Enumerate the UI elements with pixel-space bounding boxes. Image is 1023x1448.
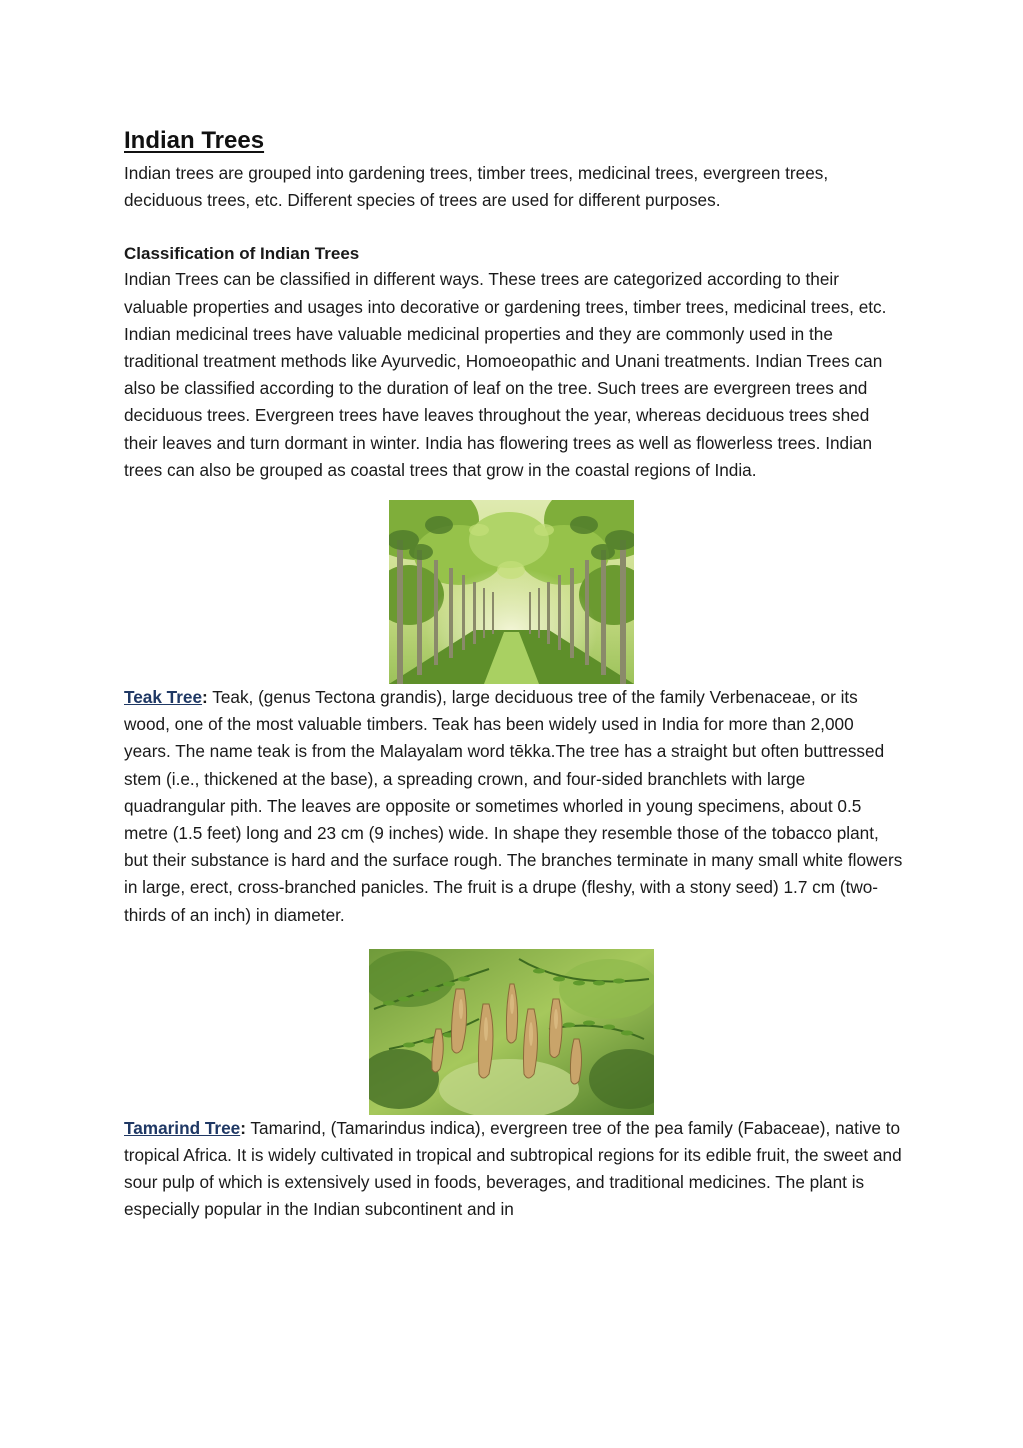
tamarind-colon: : [240,1117,246,1138]
teak-text: Teak, (genus Tectona grandis), large deciduous tree of the family Verbenaceae, or its wood, one of the most valuable timbers. Teak has been widely used in India for more than 2,000 years. The name teak is from the Malayalam word tēkka.The tree has a straight but often buttressed stem (i.e., thickened at the base), a spreading crown, and four-sided branchlets with large quadrangular pith. The leaves are opposite or sometimes whorled in young specimens, about 0.5 metre (1.5 feet) long and 23 cm (9 inches) wide. In shape they resemble those of the tobacco plant, but their substance is hard and the surface rough. The branches terminate in many small white flowers in large, erect, cross-branched panicles. The fruit is a drupe (fleshy, with a stony seed) 1.7 cm (two-thirds of an inch) in diameter. [124,687,903,925]
teak-colon: : [202,687,208,708]
tamarind-paragraph [124,1115,904,1224]
teak-tree-link[interactable]: Teak Tree [124,687,203,708]
document-content [124,122,904,1224]
tamarind-pods-image [369,949,654,1115]
teak-plantation-image [389,500,634,684]
tamarind-image-wrap [0,949,1023,1115]
teak-plantation-image-wrap [0,500,1023,684]
classification-paragraph: Indian Trees can be classified in different ways. These trees are categorized according to their valuable properties and usages into decorative or gardening trees, timber trees, medicinal trees, etc. Indian medicinal trees have valuable medicinal properties and they are commonly used in the traditional treatment methods like Ayurvedic, Homoeopathic and Unani treatments. Indian Trees can also be classified according to the duration of leaf on the tree. Such trees are evergreen trees and deciduous trees. Evergreen trees have leaves throughout the year, whereas deciduous trees shed their leaves and turn dormant in winter. India has flowering trees as well as flowerless trees. Indian trees can also be grouped as coastal trees that grow in the coastal regions of India. [124,269,887,480]
intro-paragraph: Indian trees are grouped into gardening trees, timber trees, medicinal trees, evergreen trees, deciduous trees, etc. Different species of trees are used for different purposes. [124,163,829,211]
section-heading: Classification of Indian Trees [124,244,360,264]
tamarind-tree-link[interactable]: Tamarind Tree [124,1117,241,1138]
teak-paragraph [124,684,904,929]
page-title: Indian Trees [124,127,265,154]
tamarind-text: Tamarind, (Tamarindus indica), evergreen tree of the pea family (Fabaceae), native to tropical Africa. It is widely cultivated in tropical and subtropical regions for its edible fruit, the sweet and sour pulp of which is extensively used in foods, beverages, and traditional medicines. The plant is especially popular in the Indian subcontinent and in [124,1117,902,1220]
